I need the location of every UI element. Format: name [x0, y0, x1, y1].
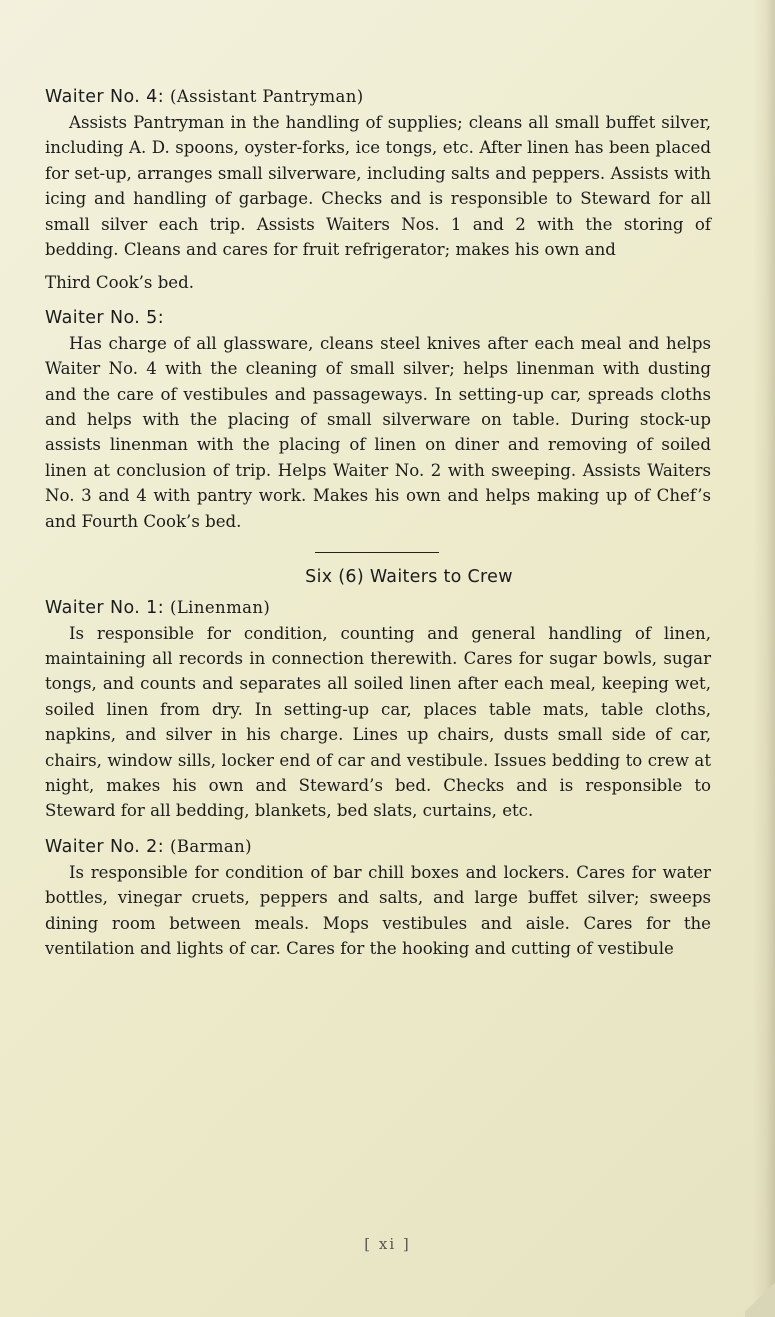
waiter-4-trail: Third Cook’s bed.	[45, 273, 195, 293]
waiter-2-title: Waiter No. 2:	[45, 836, 165, 857]
waiter-1-title: Waiter No. 1:	[45, 597, 165, 618]
page-corner	[745, 1277, 775, 1317]
waiter-2-duties: Is responsible for condition of bar chill boxes and lockers. Cares for water bottles, vinegar cruets, peppers and salts, and large buffet silver; sweeps dining room between meals. Mops vestibules and aisle. Cares for the ventilation and lights of car. Cares for the hooking and cutting of vestibule	[45, 862, 711, 958]
waiter-1-section	[45, 595, 711, 824]
waiter-4-heading	[45, 84, 711, 110]
waiter-5-title: Waiter No. 5:	[45, 307, 165, 328]
waiter-4-duties: Assists Pantryman in the handling of supplies; cleans all small buffet silver, including A. D. spoons, oyster-forks, ice tongs, etc. After linen has been placed for set-up, arranges small silverware, including salts and peppers. Assists with icing and handling of garbage. Checks and is responsible to Steward for all small silver each trip. Assists Waiters Nos. 1 and 2 with the storing of bedding. Cleans and cares for fruit refrigerator; makes his own and	[45, 113, 711, 260]
waiter-5-duties: Has charge of all glassware, cleans steel knives after each meal and helps Waiter No. 4 with the cleaning of small silver; helps linenman with dusting and the care of vestibules and passageways. In setting-up car, spreads cloths and helps with the placing of small silverware on table. During stock-up assists linenman with the placing of linen on diner and removing of soiled linen at conclusion of trip. Helps Waiter No. 2 with sweeping. Assists Waiters No. 3 and 4 with pantry work. Makes his own and helps making up of Chef’s and Fourth Cook’s bed.	[45, 333, 711, 531]
waiter-4-title: Waiter No. 4:	[45, 87, 165, 107]
waiter-1-role: (Linenman)	[169, 597, 271, 617]
waiter-2-section	[45, 834, 711, 962]
waiter-4-section	[45, 84, 711, 296]
page-content	[45, 84, 711, 961]
waiter-2-role: (Barman)	[169, 836, 253, 856]
waiter-2-heading	[45, 834, 711, 860]
page-number: [ xi ]	[364, 1235, 411, 1253]
waiter-5-heading	[45, 306, 711, 331]
crew-heading: Six (6) Waiters to Crew	[305, 567, 513, 588]
waiter-4-role: (Assistant Pantryman)	[169, 87, 364, 106]
page-edge-shadow	[753, 0, 775, 1317]
section-divider	[315, 552, 439, 553]
waiter-1-heading	[45, 595, 711, 621]
waiter-5-section	[45, 306, 711, 534]
waiter-1-duties: Is responsible for condition, counting and general handling of linen, maintaining all records in connection therewith. Cares for sugar bowls, sugar tongs, and counts and separates all soiled linen after each meal, keeping wet, soiled linen from dry. In setting-up car, places table mats, table cloths, napkins, and silver in his charge. Lines up chairs, dusts small side of car, chairs, window sills, locker end of car and vestibule. Issues bedding to crew at night, makes his own and Steward’s bed. Checks and is responsible to Steward for all bedding, blankets, bed slats, curtains, etc.	[45, 623, 711, 821]
